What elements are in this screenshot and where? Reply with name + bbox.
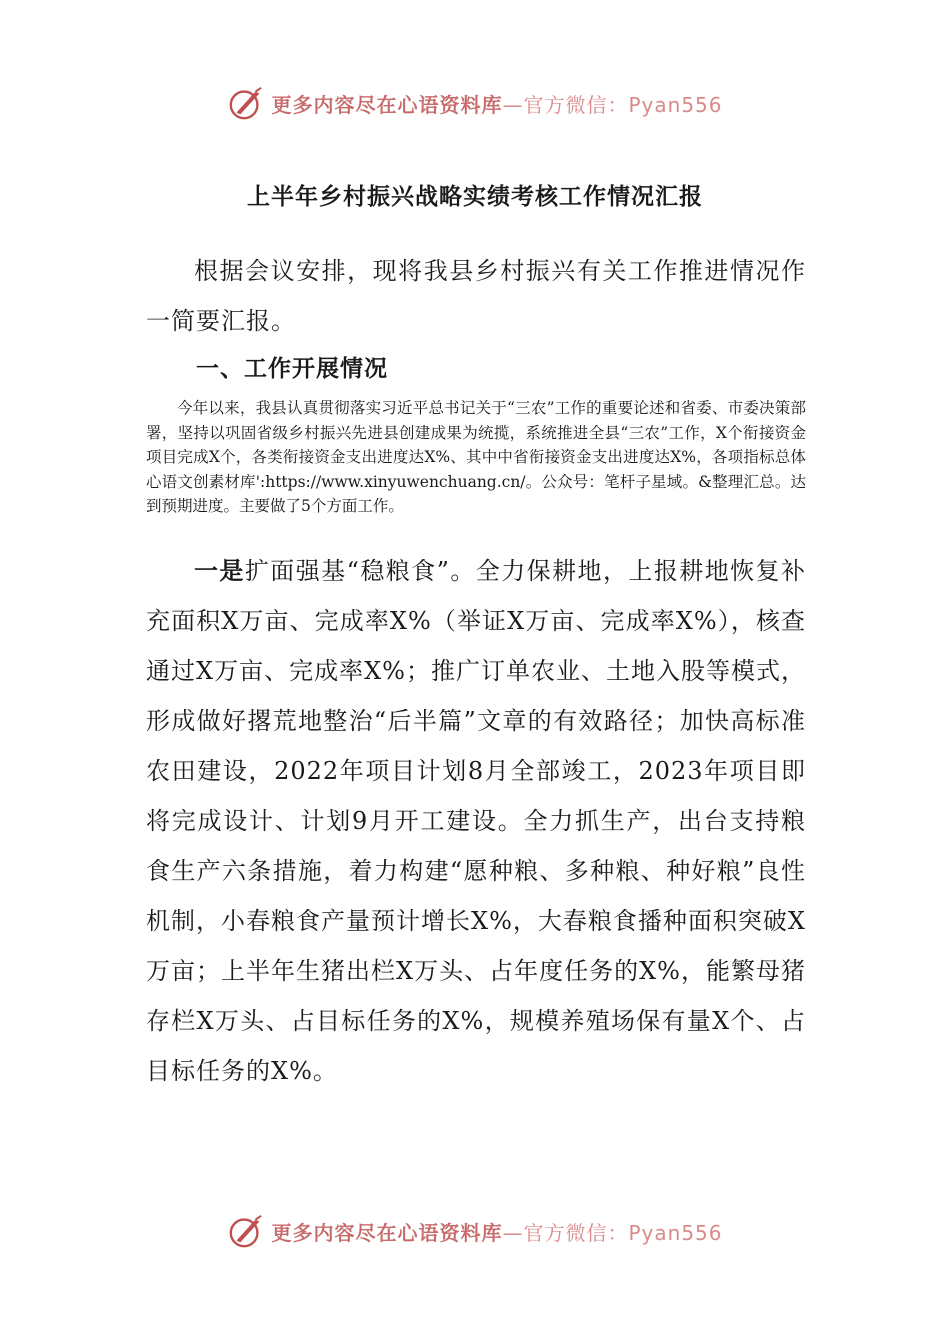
point-1-paragraph	[146, 546, 806, 1096]
header-banner	[0, 78, 950, 128]
document-title: 上半年乡村振兴战略实绩考核工作情况汇报	[247, 184, 703, 210]
intro-paragraph: 根据会议安排，现将我县乡村振兴有关工作推进情况作一简要汇报。	[146, 257, 806, 335]
banner-main-text: 更多内容尽在心语资料库	[271, 1220, 503, 1245]
footer-banner	[0, 1206, 950, 1256]
banner-official-label: 官方微信：	[523, 92, 629, 117]
banner-official-label: 官方微信：	[523, 1220, 629, 1245]
banner-wechat-id: Pyan556	[628, 1220, 723, 1245]
banner-wechat-id: Pyan556	[628, 92, 723, 117]
quill-pen-logo-icon	[227, 1212, 265, 1250]
banner-main-text: 更多内容尽在心语资料库	[271, 92, 503, 117]
section-1-heading: 一、工作开展情况	[196, 356, 388, 382]
point-1-body: 扩面强基“稳粮食”。全力保耕地，上报耕地恢复补充面积X万亩、完成率X%（举证X万亩、完成率X%），核查通过X万亩、完成率X%；推广订单农业、土地入股等模式，形成做好撂荒地整治“后半篇”文章的有效路径；加快高标准农田建设，2022年项目计划8月全部竣工，2023年项目即将完成设计、计划9月开工建设。全力抓生产，出台支持粮食生产六条措施，着力构建“愿种粮、多种粮、种好粮”良性机制，小春粮食产量预计增长X%，大春粮食播种面积突破X万亩；上半年生猪出栏X万头、占年度任务的X%，能繁母猪存栏X万头、占目标任务的X%，规模养殖场保有量X个、占目标任务的X%。	[146, 557, 806, 1085]
banner-text	[271, 1217, 722, 1246]
banner-text	[271, 89, 722, 118]
section-1-summary: 今年以来，我县认真贯彻落实习近平总书记关于“三农”工作的重要论述和省委、市委决策部署，坚持以巩固省级乡村振兴先进县创建成果为统揽，系统推进全县“三农”工作，X个衔接资金项目完成X个，各类衔接资金支出进度达X%、其中中省衔接资金支出进度达X%，各项指标总体心语文创素材库':https://www.xinyuwenchuang.cn/。公众号：笔杆子星域。&整理汇总。达到预期进度。主要做了5个方面工作。	[146, 399, 806, 515]
quill-pen-logo-icon	[227, 84, 265, 122]
point-1-lead: 一是	[194, 557, 245, 585]
banner-dash: —	[502, 92, 524, 117]
banner-dash: —	[502, 1220, 524, 1245]
